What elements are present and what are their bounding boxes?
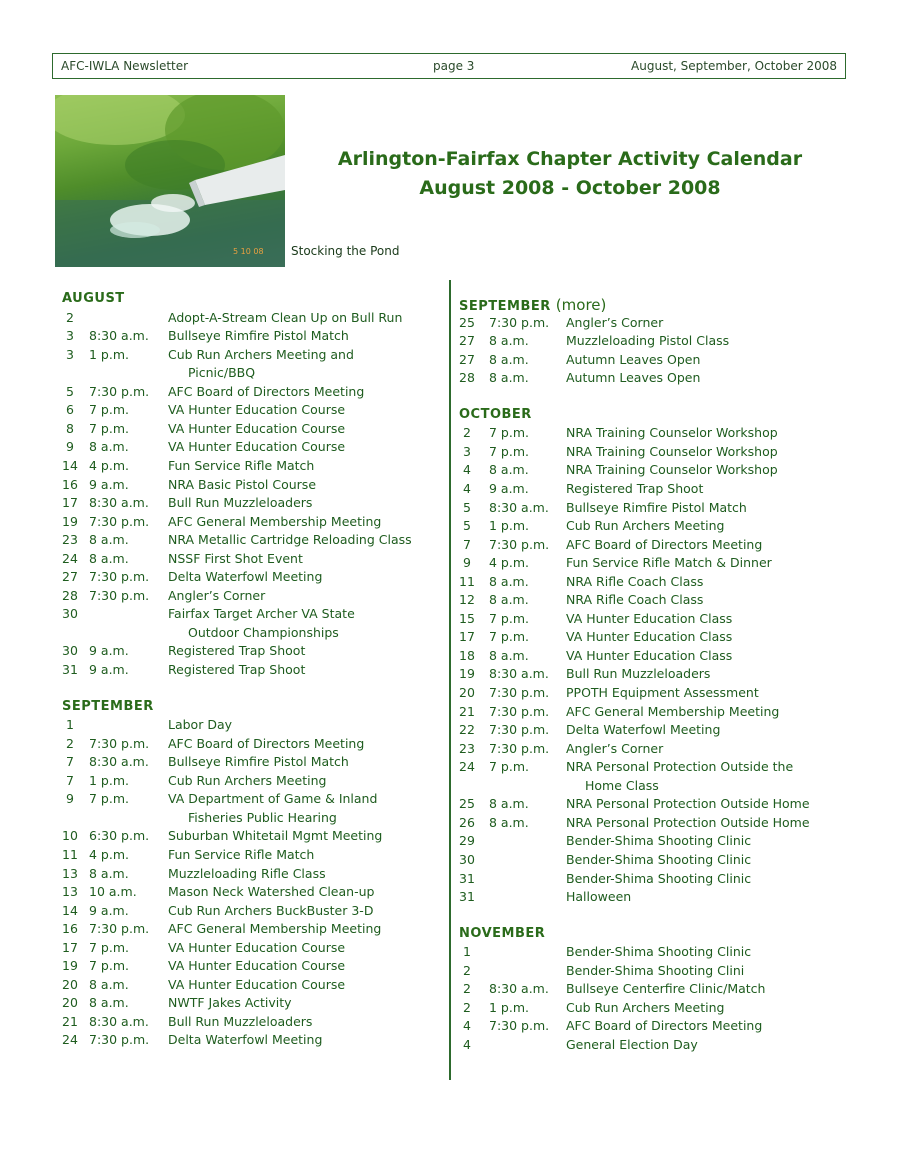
event-name: VA Hunter Education Class	[566, 629, 733, 645]
event-day: 27	[62, 569, 78, 585]
month-heading-september	[62, 699, 154, 714]
event-name: AFC Board of Directors Meeting	[566, 1018, 763, 1034]
event-time: 1 p.m.	[89, 346, 129, 362]
month-heading-suffix: (more)	[555, 296, 607, 314]
event-name: Bender-Shima Shooting Clini	[566, 962, 745, 978]
event-day: 24	[459, 759, 475, 775]
event-name: Registered Trap Shoot	[566, 480, 704, 496]
event-day: 19	[62, 513, 78, 529]
event-time: 7:30 p.m.	[89, 383, 150, 399]
event-time: 4 p.m.	[489, 555, 529, 571]
event-time: 8 a.m.	[489, 592, 529, 608]
event-name: Bullseye Rimfire Pistol Match	[168, 328, 349, 344]
event-time: 7:30 p.m.	[89, 735, 150, 751]
event-time: 7 p.m.	[489, 759, 529, 775]
event-day: 5	[66, 383, 74, 399]
event-time: 8:30 a.m.	[89, 1013, 149, 1029]
event-day: 1	[66, 717, 74, 733]
event-time: 7 p.m.	[89, 939, 129, 955]
event-time: 1 p.m.	[489, 999, 529, 1015]
event-name: Bull Run Muzzleloaders	[566, 666, 711, 682]
event-day: 17	[62, 939, 78, 955]
event-day: 5	[463, 499, 471, 515]
event-time: 7 p.m.	[489, 443, 529, 459]
event-time: 7 p.m.	[489, 610, 529, 626]
event-day: 11	[62, 846, 78, 862]
event-time: 7:30 p.m.	[489, 685, 550, 700]
event-day: 14	[62, 457, 78, 473]
event-name: Delta Waterfowl Meeting	[168, 1032, 323, 1048]
event-day: 2	[66, 309, 74, 325]
event-name: Suburban Whitetail Mgmt Meeting	[168, 828, 383, 844]
month-heading-text: SEPTEMBER	[459, 299, 551, 314]
event-day: 22	[459, 722, 475, 738]
page-header	[52, 53, 846, 79]
photo-caption: Stocking the Pond	[291, 244, 400, 258]
event-day: 2	[463, 999, 471, 1015]
event-name-continued: Home Class	[585, 777, 659, 793]
event-name: Bender-Shima Shooting Clinic	[566, 833, 752, 849]
stocking-pond-photo	[55, 95, 285, 267]
event-name-continued: Outdoor Championships	[188, 624, 339, 640]
event-time: 7:30 p.m.	[489, 703, 550, 719]
event-day: 25	[459, 796, 475, 812]
event-time: 7 p.m.	[489, 629, 529, 645]
event-time: 8 a.m.	[89, 439, 129, 455]
event-name: Autumn Leaves Open	[566, 370, 701, 386]
event-time: 8 a.m.	[489, 462, 529, 478]
event-name: Bender-Shima Shooting Clinic	[566, 851, 752, 867]
event-time: 7:30 p.m.	[89, 513, 150, 529]
event-time: 7 p.m.	[89, 420, 129, 436]
event-name: NRA Personal Protection Outside Home	[566, 796, 810, 812]
event-time: 9 a.m.	[89, 902, 129, 918]
month-heading-text: NOVEMBER	[459, 925, 546, 941]
event-day: 2	[66, 735, 74, 751]
event-time: 4 p.m.	[89, 457, 129, 473]
event-day: 8	[66, 420, 74, 436]
event-time: 8:30 a.m.	[89, 328, 149, 344]
photo-date-stamp: 5 10 08	[233, 247, 264, 256]
event-day: 26	[459, 814, 475, 830]
event-time: 7 p.m.	[89, 958, 129, 974]
event-name: Muzzleloading Rifle Class	[168, 865, 326, 881]
event-day: 21	[459, 703, 475, 719]
event-day: 21	[62, 1013, 78, 1029]
event-day: 16	[62, 921, 78, 937]
event-day: 24	[62, 550, 78, 566]
event-name: Bender-Shima Shooting Clinic	[566, 944, 752, 960]
event-day: 31	[459, 870, 475, 886]
event-day: 30	[459, 851, 475, 867]
event-day: 2	[463, 962, 471, 978]
event-day: 30	[62, 606, 78, 622]
event-day: 16	[62, 476, 78, 492]
month-heading-september	[459, 296, 606, 314]
event-day: 20	[62, 976, 78, 992]
event-day: 4	[463, 1018, 471, 1034]
event-day: 9	[463, 555, 471, 571]
event-name: Bullseye Centerfire Clinic/Match	[566, 981, 766, 997]
event-day: 27	[459, 333, 475, 349]
event-time: 8:30 a.m.	[89, 754, 149, 770]
month-heading-text: OCTOBER	[459, 406, 532, 422]
event-time: 8 a.m.	[89, 976, 129, 992]
event-name: Fun Service Rifle Match	[168, 846, 315, 862]
event-day: 2	[463, 425, 471, 441]
event-day: 3	[66, 346, 74, 362]
event-day: 7	[66, 772, 74, 788]
event-name-continued: Picnic/BBQ	[188, 365, 256, 381]
issue-date: August, September, October 2008	[631, 59, 837, 73]
event-day: 4	[463, 1036, 471, 1052]
event-time: 8 a.m.	[489, 333, 529, 349]
event-day: 31	[459, 889, 475, 905]
event-name: Bull Run Muzzleloaders	[168, 1013, 313, 1029]
event-day: 4	[463, 480, 471, 496]
event-name: VA Hunter Education Course	[168, 976, 346, 992]
event-day: 28	[62, 587, 78, 603]
event-day: 5	[463, 518, 471, 534]
event-day: 3	[463, 443, 471, 459]
event-time: 9 a.m.	[89, 643, 129, 659]
event-name: Angler’s Corner	[168, 587, 266, 603]
event-time: 8 a.m.	[89, 532, 129, 548]
event-name: Labor Day	[168, 717, 233, 733]
event-name: Fairfax Target Archer VA State	[168, 606, 355, 622]
event-name: AFC General Membership Meeting	[566, 703, 780, 719]
event-name: VA Hunter Education Course	[168, 939, 346, 955]
event-time: 7:30 p.m.	[89, 569, 150, 585]
event-day: 3	[66, 328, 74, 344]
event-day: 1	[463, 944, 471, 960]
event-name: Cub Run Archers BuckBuster 3-D	[168, 902, 374, 918]
event-time: 8 a.m.	[89, 865, 129, 881]
event-name: NSSF First Shot Event	[168, 550, 303, 566]
event-time: 8 a.m.	[489, 351, 529, 367]
event-day: 2	[463, 981, 471, 997]
event-day: 7	[66, 754, 74, 770]
event-time: 7 p.m.	[89, 791, 129, 807]
event-name: Cub Run Archers Meeting and	[168, 346, 354, 362]
event-name: AFC Board of Directors Meeting	[168, 383, 365, 399]
event-time: 7:30 p.m.	[489, 536, 550, 552]
event-name: NRA Personal Protection Outside the	[566, 759, 794, 775]
month-heading-text: SEPTEMBER	[62, 698, 154, 714]
event-name: AFC Board of Directors Meeting	[566, 536, 763, 552]
event-day: 10	[62, 828, 78, 844]
event-day: 29	[459, 833, 475, 849]
event-time: 7 p.m.	[489, 425, 529, 441]
event-time: 8 a.m.	[89, 995, 129, 1011]
event-name: Muzzleloading Pistol Class	[566, 333, 730, 349]
event-name: Angler’s Corner	[566, 314, 664, 330]
event-name: VA Hunter Education Course	[168, 439, 346, 455]
event-time: 1 p.m.	[89, 772, 129, 788]
month-heading-november	[459, 926, 545, 941]
event-time: 8 a.m.	[489, 796, 529, 812]
event-name: Registered Trap Shoot	[168, 643, 306, 659]
event-day: 6	[66, 402, 74, 418]
event-day: 18	[459, 647, 475, 663]
event-day: 7	[463, 536, 471, 552]
event-name: NRA Training Counselor Workshop	[566, 425, 778, 441]
event-name: Cub Run Archers Meeting	[168, 772, 327, 788]
event-time: 9 a.m.	[489, 480, 529, 496]
event-day: 23	[459, 740, 475, 756]
event-time: 8:30 a.m.	[489, 981, 549, 997]
event-name: Fun Service Rifle Match	[168, 457, 315, 473]
event-name-continued: Fisheries Public Hearing	[188, 809, 337, 825]
event-time: 8:30 a.m.	[89, 495, 149, 511]
event-day: 13	[62, 884, 78, 900]
event-name: Adopt-A-Stream Clean Up on Bull Run	[168, 309, 403, 325]
event-name: Autumn Leaves Open	[566, 351, 701, 367]
event-name: General Election Day	[566, 1036, 698, 1052]
event-day: 19	[62, 958, 78, 974]
page-number: page 3	[433, 59, 475, 73]
event-name: VA Hunter Education Course	[168, 420, 346, 436]
event-name: NRA Rifle Coach Class	[566, 592, 704, 608]
event-name: VA Department of Game & Inland	[168, 791, 378, 807]
event-time: 7:30 p.m.	[489, 740, 550, 756]
event-time: 4 p.m.	[89, 846, 129, 862]
event-time: 8 a.m.	[489, 573, 529, 589]
event-name: NRA Basic Pistol Course	[168, 476, 317, 492]
event-name: VA Hunter Education Class	[566, 610, 733, 626]
event-name: Delta Waterfowl Meeting	[566, 722, 721, 738]
event-day: 31	[62, 662, 78, 677]
month-heading-october	[459, 407, 532, 422]
newsletter-name: AFC-IWLA Newsletter	[61, 59, 189, 73]
event-name: Bullseye Rimfire Pistol Match	[566, 499, 747, 515]
event-day: 14	[62, 902, 78, 918]
event-day: 9	[66, 439, 74, 455]
event-day: 23	[62, 532, 78, 548]
event-name: Cub Run Archers Meeting	[566, 999, 725, 1015]
event-day: 24	[62, 1032, 78, 1048]
event-day: 19	[459, 666, 475, 682]
event-day: 17	[62, 495, 78, 511]
event-time: 7:30 p.m.	[89, 587, 150, 603]
event-time: 9 a.m.	[89, 662, 129, 677]
event-time: 1 p.m.	[489, 518, 529, 534]
event-name: Delta Waterfowl Meeting	[168, 569, 323, 585]
event-name: NWTF Jakes Activity	[168, 995, 292, 1011]
event-time: 8:30 a.m.	[489, 666, 549, 682]
event-name: NRA Rifle Coach Class	[566, 573, 704, 589]
event-time: 8 a.m.	[489, 814, 529, 830]
event-time: 7:30 p.m.	[89, 1032, 150, 1048]
event-day: 13	[62, 865, 78, 881]
event-name: Bull Run Muzzleloaders	[168, 495, 313, 511]
event-day: 30	[62, 643, 78, 659]
event-time: 8 a.m.	[489, 370, 529, 386]
event-time: 7:30 p.m.	[89, 921, 150, 937]
event-day: 15	[459, 610, 475, 626]
event-day: 9	[66, 791, 74, 807]
event-name: VA Hunter Education Course	[168, 402, 346, 418]
event-name: Fun Service Rifle Match & Dinner	[566, 555, 772, 571]
event-time: 9 a.m.	[89, 476, 129, 492]
event-name: PPOTH Equipment Assessment	[566, 685, 759, 700]
event-name: AFC General Membership Meeting	[168, 921, 382, 937]
event-name: Cub Run Archers Meeting	[566, 518, 725, 534]
event-time: 8 a.m.	[89, 550, 129, 566]
event-time: 10 a.m.	[89, 884, 137, 900]
event-time: 8 a.m.	[489, 647, 529, 663]
event-time: 7 p.m.	[89, 402, 129, 418]
event-day: 20	[62, 995, 78, 1011]
event-name: Registered Trap Shoot	[168, 662, 306, 677]
event-name: Halloween	[566, 889, 632, 905]
event-name: AFC Board of Directors Meeting	[168, 735, 365, 751]
calendar-title: Arlington-Fairfax Chapter Activity Calendar	[337, 148, 803, 170]
event-day: 4	[463, 462, 471, 478]
event-name: NRA Personal Protection Outside Home	[566, 814, 810, 830]
event-day: 28	[459, 370, 475, 386]
event-name: NRA Metallic Cartridge Reloading Class	[168, 532, 412, 548]
event-day: 27	[459, 351, 475, 367]
event-day: 17	[459, 629, 475, 645]
event-day: 11	[459, 573, 475, 589]
event-name: AFC General Membership Meeting	[168, 513, 382, 529]
event-time: 7:30 p.m.	[489, 314, 550, 330]
event-time: 8:30 a.m.	[489, 499, 549, 515]
month-heading-august	[62, 291, 125, 306]
month-heading-text: AUGUST	[62, 291, 125, 306]
event-name: VA Hunter Education Course	[168, 958, 346, 974]
event-day: 12	[459, 592, 475, 608]
column-divider	[449, 280, 451, 1080]
event-name: Angler’s Corner	[566, 740, 664, 756]
event-name: Bender-Shima Shooting Clinic	[566, 870, 752, 886]
event-time: 7:30 p.m.	[489, 1018, 550, 1034]
event-name: NRA Training Counselor Workshop	[566, 462, 778, 478]
event-time: 6:30 p.m.	[89, 828, 150, 844]
event-day: 25	[459, 314, 475, 330]
event-name: VA Hunter Education Class	[566, 647, 733, 663]
calendar-date-range: August 2008 - October 2008	[419, 177, 721, 199]
event-name: Mason Neck Watershed Clean-up	[168, 884, 375, 900]
event-name: Bullseye Rimfire Pistol Match	[168, 754, 349, 770]
event-name: NRA Training Counselor Workshop	[566, 443, 778, 459]
event-day: 20	[459, 685, 475, 700]
event-time: 7:30 p.m.	[489, 722, 550, 738]
